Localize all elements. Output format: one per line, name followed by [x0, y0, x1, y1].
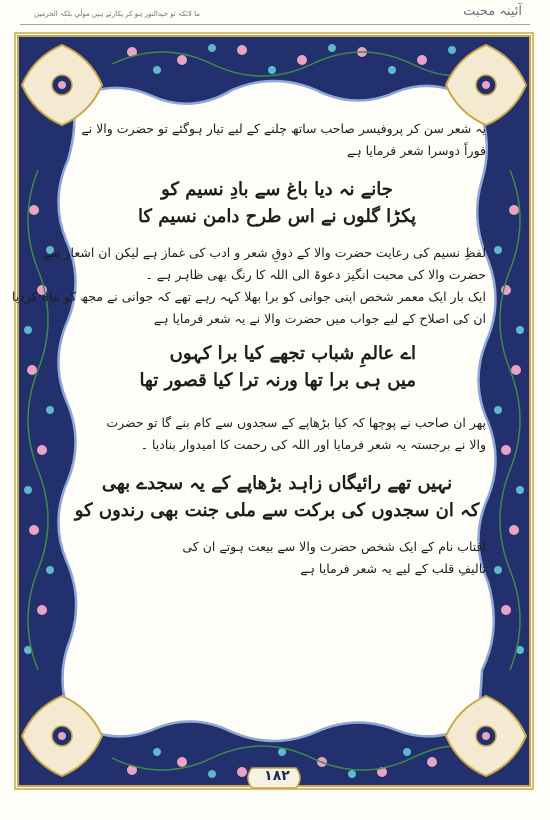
text-line: پھر ان صاحب نے پوچھا کہ کیا بڑھاپے کے سجدوں سے کام بنے گا تو حضرت: [106, 415, 486, 430]
text-line: تالیفِ قلب کے لیے یہ شعر فرمایا ہے: [300, 561, 486, 576]
paragraph-3: [68, 412, 486, 456]
text-line: ایک بار ایک معمر شخص اپنی جوانی کو برا بھلا کہہ رہے تھے کہ جوانی نے مجھ کو تباہ کردیا: [11, 289, 486, 304]
couplet-3: [68, 470, 486, 524]
text-line: یہ شعر سن کر پروفیسر صاحب ساتھ چلنے کے لیے تیار ہوگئے تو حضرت والا نے: [81, 121, 486, 136]
header-rule: [20, 24, 530, 25]
paragraph-1: [68, 118, 486, 162]
book-title: آئینہ محبت: [463, 4, 522, 19]
text-line: حضرت والا کی محبت انگیز دعوۃ الی اللہ کا رنگ بھی ظاہر ہے ۔: [145, 267, 486, 282]
paragraph-4: [68, 536, 486, 580]
text-line: ان کی اصلاح کے لیے جواب میں حضرت والا نے یہ شعر فرمایا ہے: [153, 311, 486, 326]
header-verse: ما لائکہ تو حیدالنور ہو کر پکارتے ہیں مولٰیِ بلکہ الحرمین: [34, 10, 200, 18]
couplet-1: [68, 176, 486, 230]
paragraph-2: [11, 242, 486, 330]
verse-line: اے عالمِ شباب تجھے کیا برا کہوں: [169, 343, 416, 364]
verse-line: جانے نہ دیا باغ سے بادِ نسیم کو: [161, 179, 393, 200]
verse-line: نہیں تھے رائیگاں زاہد بڑھاپے کے یہ سجدے بھی: [101, 473, 453, 494]
verse-line: پکڑا گلوں نے اس طرح دامن نسیم کا: [137, 206, 417, 227]
couplet-2: [68, 340, 486, 394]
text-line: آفتاب نام کے ایک شخص حضرت والا سے بیعت ہوتے ان کی: [182, 539, 486, 554]
page-number: ۱۸۲: [264, 768, 290, 784]
text-line: فوراً دوسرا شعر فرمایا ہے: [347, 143, 486, 158]
text-line: لفظِ نسیم کی رعایت حضرت والا کے ذوقِ شعر و ادب کی غماز ہے لیکن ان اشعار سے: [42, 245, 486, 260]
page-body: [11, 118, 486, 678]
text-line: والا نے برجستہ یہ شعر فرمایا اور اللہ کی رحمت کا امیدوار بنادیا ۔: [140, 437, 486, 452]
verse-line: میں ہی برا تھا ورنہ ترا کیا قصور تھا: [139, 370, 416, 391]
verse-line: کہ ان سجدوں کی برکت سے ملی جنت بھی رندوں کو: [74, 500, 480, 521]
